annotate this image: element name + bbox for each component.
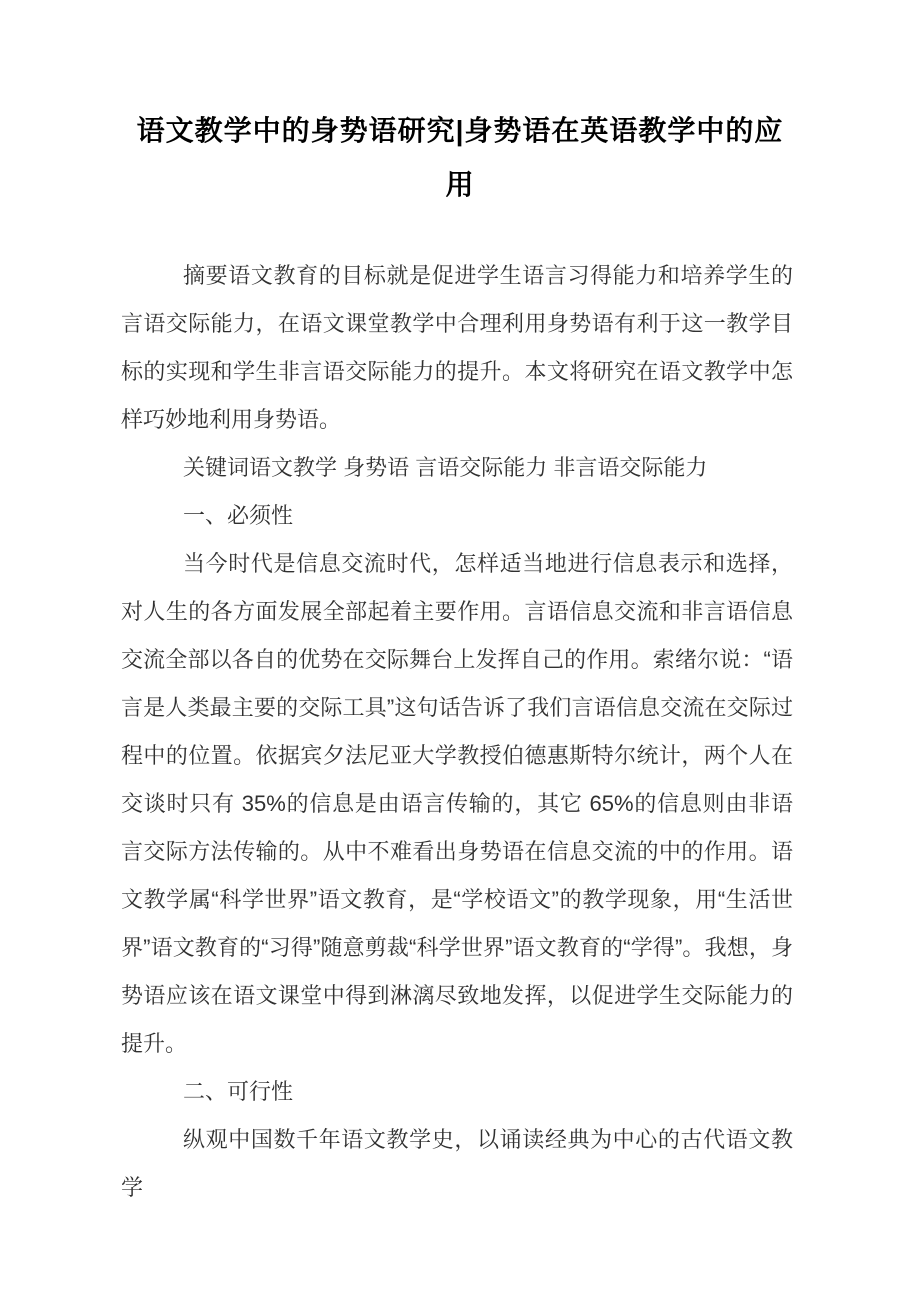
document-paragraph: 一、必须性 bbox=[183, 503, 294, 528]
document-paragraph: 关键词语文教学 身势语 言语交际能力 非言语交际能力 bbox=[183, 455, 708, 480]
document-body bbox=[121, 252, 793, 1212]
document-paragraph: 当今时代是信息交流时代，怎样适当地进行信息表示和选择，对人生的各方面发展全部起着主要作用。言语信息交流和非言语信息交流全部以各自的优势在交际舞台上发挥自己的作用。索绪尔说：“语言是人类最主要的交际工具”这句话告诉了我们言语信息交流在交际过程中的位置。依据宾夕法尼亚大学教授伯德惠斯特尔统计，两个人在交谈时只有 35%的信息是由语言传输的，其它 65%的信息则由非语言交际方法传输的。从中不难看出身势语在信息交流的中的作用。语文教学属“科学世界”语文教育，是“学校语文”的教学现象，用“生活世界”语文教育的“习得”随意剪裁“科学世界”语文教育的“学得”。我想，身势语应该在语文课堂中得到淋漓尽致地发挥，以促进学生交际能力的提升。 bbox=[121, 551, 793, 1056]
document-title-line: 语文教学中的身势语研究|身势语在英语教学中的应 bbox=[136, 115, 784, 146]
document-title bbox=[0, 0, 920, 212]
document-paragraph: 纵观中国数千年语文教学史，以诵读经典为中心的古代语文教学 bbox=[121, 1127, 793, 1200]
document-paragraph: 摘要语文教育的目标就是促进学生语言习得能力和培养学生的言语交际能力，在语文课堂教学中合理利用身势语有利于这一教学目标的实现和学生非言语交际能力的提升。本文将研究在语文教学中怎样巧妙地利用身势语。 bbox=[121, 263, 793, 432]
document-paragraph: 二、可行性 bbox=[183, 1079, 294, 1104]
document-title-line: 用 bbox=[445, 169, 475, 200]
